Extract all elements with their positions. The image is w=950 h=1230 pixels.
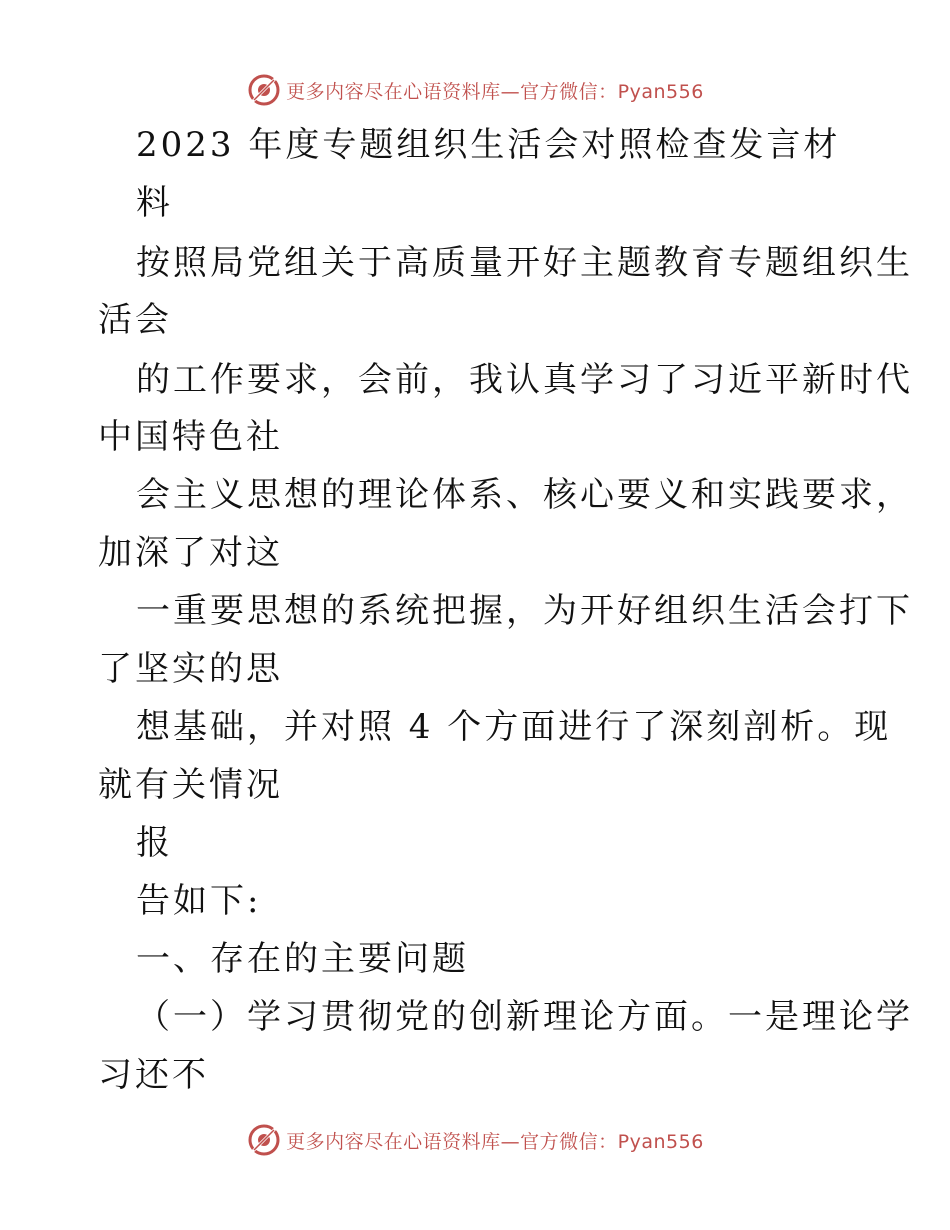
title-line-1: 2023 年度专题组织生活会对照检查发言材 <box>136 125 841 165</box>
paragraph-line: 加深了对这 <box>98 533 283 573</box>
watermark-logo-icon <box>246 1122 282 1158</box>
watermark-text: 更多内容尽在心语资料库—官方微信：Pyan556 <box>286 80 704 103</box>
paragraph-line: 中国特色社 <box>98 417 283 457</box>
watermark-text: 更多内容尽在心语资料库—官方微信：Pyan556 <box>286 1130 704 1153</box>
paragraph-line: 习还不 <box>98 1055 209 1095</box>
watermark-header <box>0 70 950 110</box>
paragraph-line: 了坚实的思 <box>98 649 283 689</box>
title-line-2: 料 <box>136 183 173 223</box>
section-heading: 一、存在的主要问题 <box>136 939 469 979</box>
paragraph-line: 就有关情况 <box>98 765 283 805</box>
paragraph-line: （一）学习贯彻党的创新理论方面。一是理论学 <box>136 997 913 1037</box>
paragraph-line: 按照局党组关于高质量开好主题教育专题组织生 <box>136 243 913 283</box>
paragraph-line: 告如下: <box>136 881 262 921</box>
watermark-logo-icon <box>246 72 282 108</box>
paragraph-line: 活会 <box>98 300 172 340</box>
watermark-footer <box>0 1120 950 1160</box>
paragraph-line: 一重要思想的系统把握，为开好组织生活会打下 <box>136 591 913 631</box>
paragraph-line: 想基础，并对照 4 个方面进行了深刻剖析。现 <box>136 707 892 747</box>
paragraph-line: 报 <box>136 823 173 863</box>
paragraph-line: 的工作要求，会前，我认真学习了习近平新时代 <box>136 360 913 400</box>
paragraph-line: 会主义思想的理论体系、核心要义和实践要求， <box>136 475 913 515</box>
